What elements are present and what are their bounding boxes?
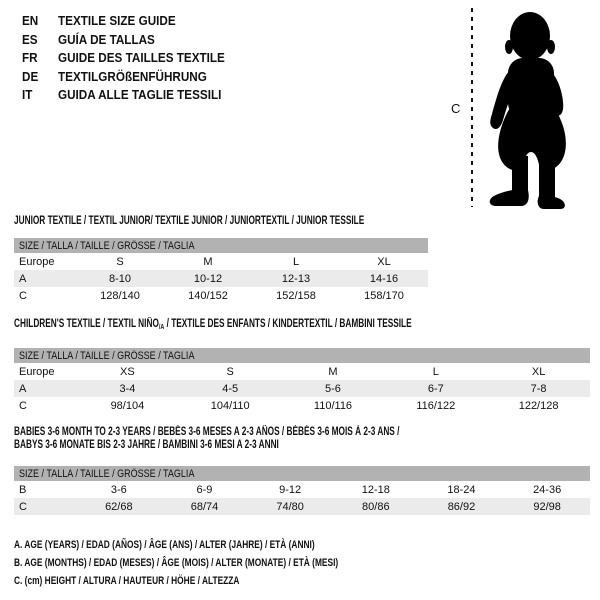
size-header-row — [14, 238, 428, 253]
babies-textile-section — [14, 426, 590, 515]
row-label: A — [19, 382, 27, 395]
language-code: DE — [22, 68, 39, 84]
language-guide-item — [22, 49, 225, 68]
size-header — [14, 466, 590, 481]
size-value: S — [226, 365, 234, 378]
size-value: 6-9 — [196, 483, 213, 496]
size-header-text: SIZE / TALLA / TAILLE / GRÖSSE / TAGLIA — [19, 467, 195, 480]
childrens-textile-section — [14, 318, 590, 414]
size-value: 92/98 — [533, 500, 561, 513]
language-guide-item — [22, 86, 225, 105]
size-row — [14, 270, 428, 287]
table-title-line — [14, 426, 429, 439]
size-value: 18-24 — [447, 483, 476, 496]
size-value: 9-12 — [279, 483, 302, 496]
childrens-size-table — [14, 348, 590, 414]
row-label: B — [19, 483, 27, 496]
language-code: EN — [22, 13, 39, 28]
row-label: C — [19, 500, 27, 513]
table-title-line — [14, 439, 429, 452]
size-header-text: SIZE / TALLA / TAILLE / GRÖSSE / TAGLIA — [19, 349, 195, 362]
size-header-row — [14, 466, 590, 481]
size-value: 116/122 — [416, 399, 456, 412]
guide-title-fr: GUIDE DES TAILLES TEXTILE — [58, 50, 225, 65]
table-title-text: CHILDREN'S TEXTILE / TEXTIL NIÑO — [14, 318, 159, 330]
size-row — [14, 287, 428, 304]
table-title-text: / TEXTILE DES ENFANTS / KINDERTEXTIL / BAMBINI TESSILE — [164, 318, 412, 330]
size-value: 74/80 — [276, 500, 304, 513]
size-value: 7-8 — [530, 382, 547, 395]
language-guide-item — [22, 31, 225, 50]
size-row — [14, 380, 590, 397]
guide-title-it: GUIDA ALLE TAGLIE TESSILI — [58, 87, 222, 102]
table-title-text: /A — [158, 322, 165, 331]
guide-title-de: TEXTILGRÖßENFÜHRUNG — [58, 68, 207, 84]
language-guide-item — [22, 12, 225, 31]
guide-title-es: GUÍA DE TALLAS — [58, 31, 155, 47]
guide-title-en: TEXTILE SIZE GUIDE — [58, 13, 176, 28]
size-value: 68/74 — [190, 500, 219, 513]
row-label: C — [19, 399, 27, 412]
size-value: 14-16 — [369, 272, 399, 285]
footnote-line — [14, 554, 441, 572]
language-code: FR — [22, 50, 38, 65]
size-value: 4-5 — [222, 382, 239, 395]
table-title-text: BABIES 3-6 MONTH TO 2-3 YEARS / BEBÉS 3-6 MESES A 2-3 AÑOS / BÉBÉS 3-6 MOIS À 2-3 ANS / — [14, 426, 400, 438]
size-value: 98/104 — [110, 399, 145, 412]
size-header — [14, 348, 590, 363]
size-header-text: SIZE / TALLA / TAILLE / GRÖSSE / TAGLIA — [19, 239, 195, 252]
toddler-silhouette-icon — [486, 6, 578, 212]
size-value: 62/68 — [105, 500, 133, 513]
size-value: 128/140 — [100, 289, 140, 302]
size-value: 3-4 — [119, 382, 136, 395]
size-value: S — [116, 255, 124, 268]
size-value: XL — [377, 255, 391, 268]
footnote-line — [14, 536, 441, 554]
babies-textile-title — [14, 426, 590, 452]
junior-textile-section — [14, 215, 428, 304]
size-header-row — [14, 348, 590, 363]
size-row — [14, 253, 428, 270]
size-value: 5-6 — [325, 382, 341, 395]
table-title-line — [14, 318, 429, 333]
size-value: 8-10 — [108, 272, 132, 285]
footnote-text: C. (cm) HEIGHT / ALTURA / HAUTEUR / HÖHE / ALTEZZA — [14, 575, 240, 587]
size-row — [14, 397, 590, 414]
size-value: XL — [531, 365, 546, 378]
row-label: Europe — [19, 365, 55, 378]
table-title-text: JUNIOR TEXTILE / TEXTIL JUNIOR/ TEXTILE JUNIOR / JUNIORTEXTIL / JUNIOR TESSILE — [14, 215, 365, 227]
size-value: 110/116 — [313, 399, 353, 412]
language-guide-item — [22, 68, 225, 87]
language-guide-legend — [22, 12, 247, 105]
size-value: 140/152 — [188, 289, 228, 302]
row-label: A — [19, 272, 27, 285]
size-value: M — [203, 255, 213, 268]
table-title-line — [14, 215, 365, 228]
size-value: 86/92 — [447, 500, 476, 513]
size-value: 24-36 — [533, 483, 562, 496]
size-value: XS — [120, 365, 135, 378]
size-value: L — [292, 255, 300, 268]
footnotes — [14, 536, 441, 590]
size-value: 104/110 — [210, 399, 250, 412]
babies-size-table — [14, 466, 590, 515]
height-measure-label: C — [451, 101, 461, 116]
size-value: 122/128 — [518, 399, 559, 412]
footnote-text: A. AGE (YEARS) / EDAD (AÑOS) / ÂGE (ANS) / ALTER (JAHRE) / ETÀ (ANNI) — [14, 539, 315, 551]
footnote-line — [14, 572, 441, 590]
row-label: Europe — [19, 255, 55, 268]
size-value: 152/158 — [276, 289, 316, 302]
size-value: 10-12 — [193, 272, 223, 285]
junior-size-table — [14, 238, 428, 304]
junior-textile-title — [14, 215, 428, 228]
height-measure-dotted-line — [471, 8, 473, 207]
size-value: 158/170 — [364, 289, 404, 302]
size-row — [14, 481, 590, 498]
size-row — [14, 363, 590, 380]
size-value: 6-7 — [427, 382, 444, 395]
size-value: M — [328, 365, 338, 378]
childrens-textile-title — [14, 318, 590, 333]
size-value: L — [432, 365, 439, 378]
language-code: ES — [22, 31, 38, 47]
table-title-text: BABYS 3-6 MONATE BIS 2-3 JAHRE / BAMBINI 3-6 MESI A 2-3 ANNI — [14, 439, 279, 451]
size-value: 3-6 — [110, 483, 127, 496]
row-label: C — [19, 289, 27, 302]
footnote-text: B. AGE (MONTHS) / EDAD (MESES) / ÂGE (MOIS) / ALTER (MONATE) / ETÀ (MESI) — [14, 557, 339, 569]
language-code: IT — [22, 87, 33, 102]
size-row — [14, 498, 590, 515]
size-value: 12-18 — [361, 483, 390, 496]
size-value: 12-13 — [281, 272, 311, 285]
size-header — [14, 238, 428, 253]
size-value: 80/86 — [362, 500, 390, 513]
